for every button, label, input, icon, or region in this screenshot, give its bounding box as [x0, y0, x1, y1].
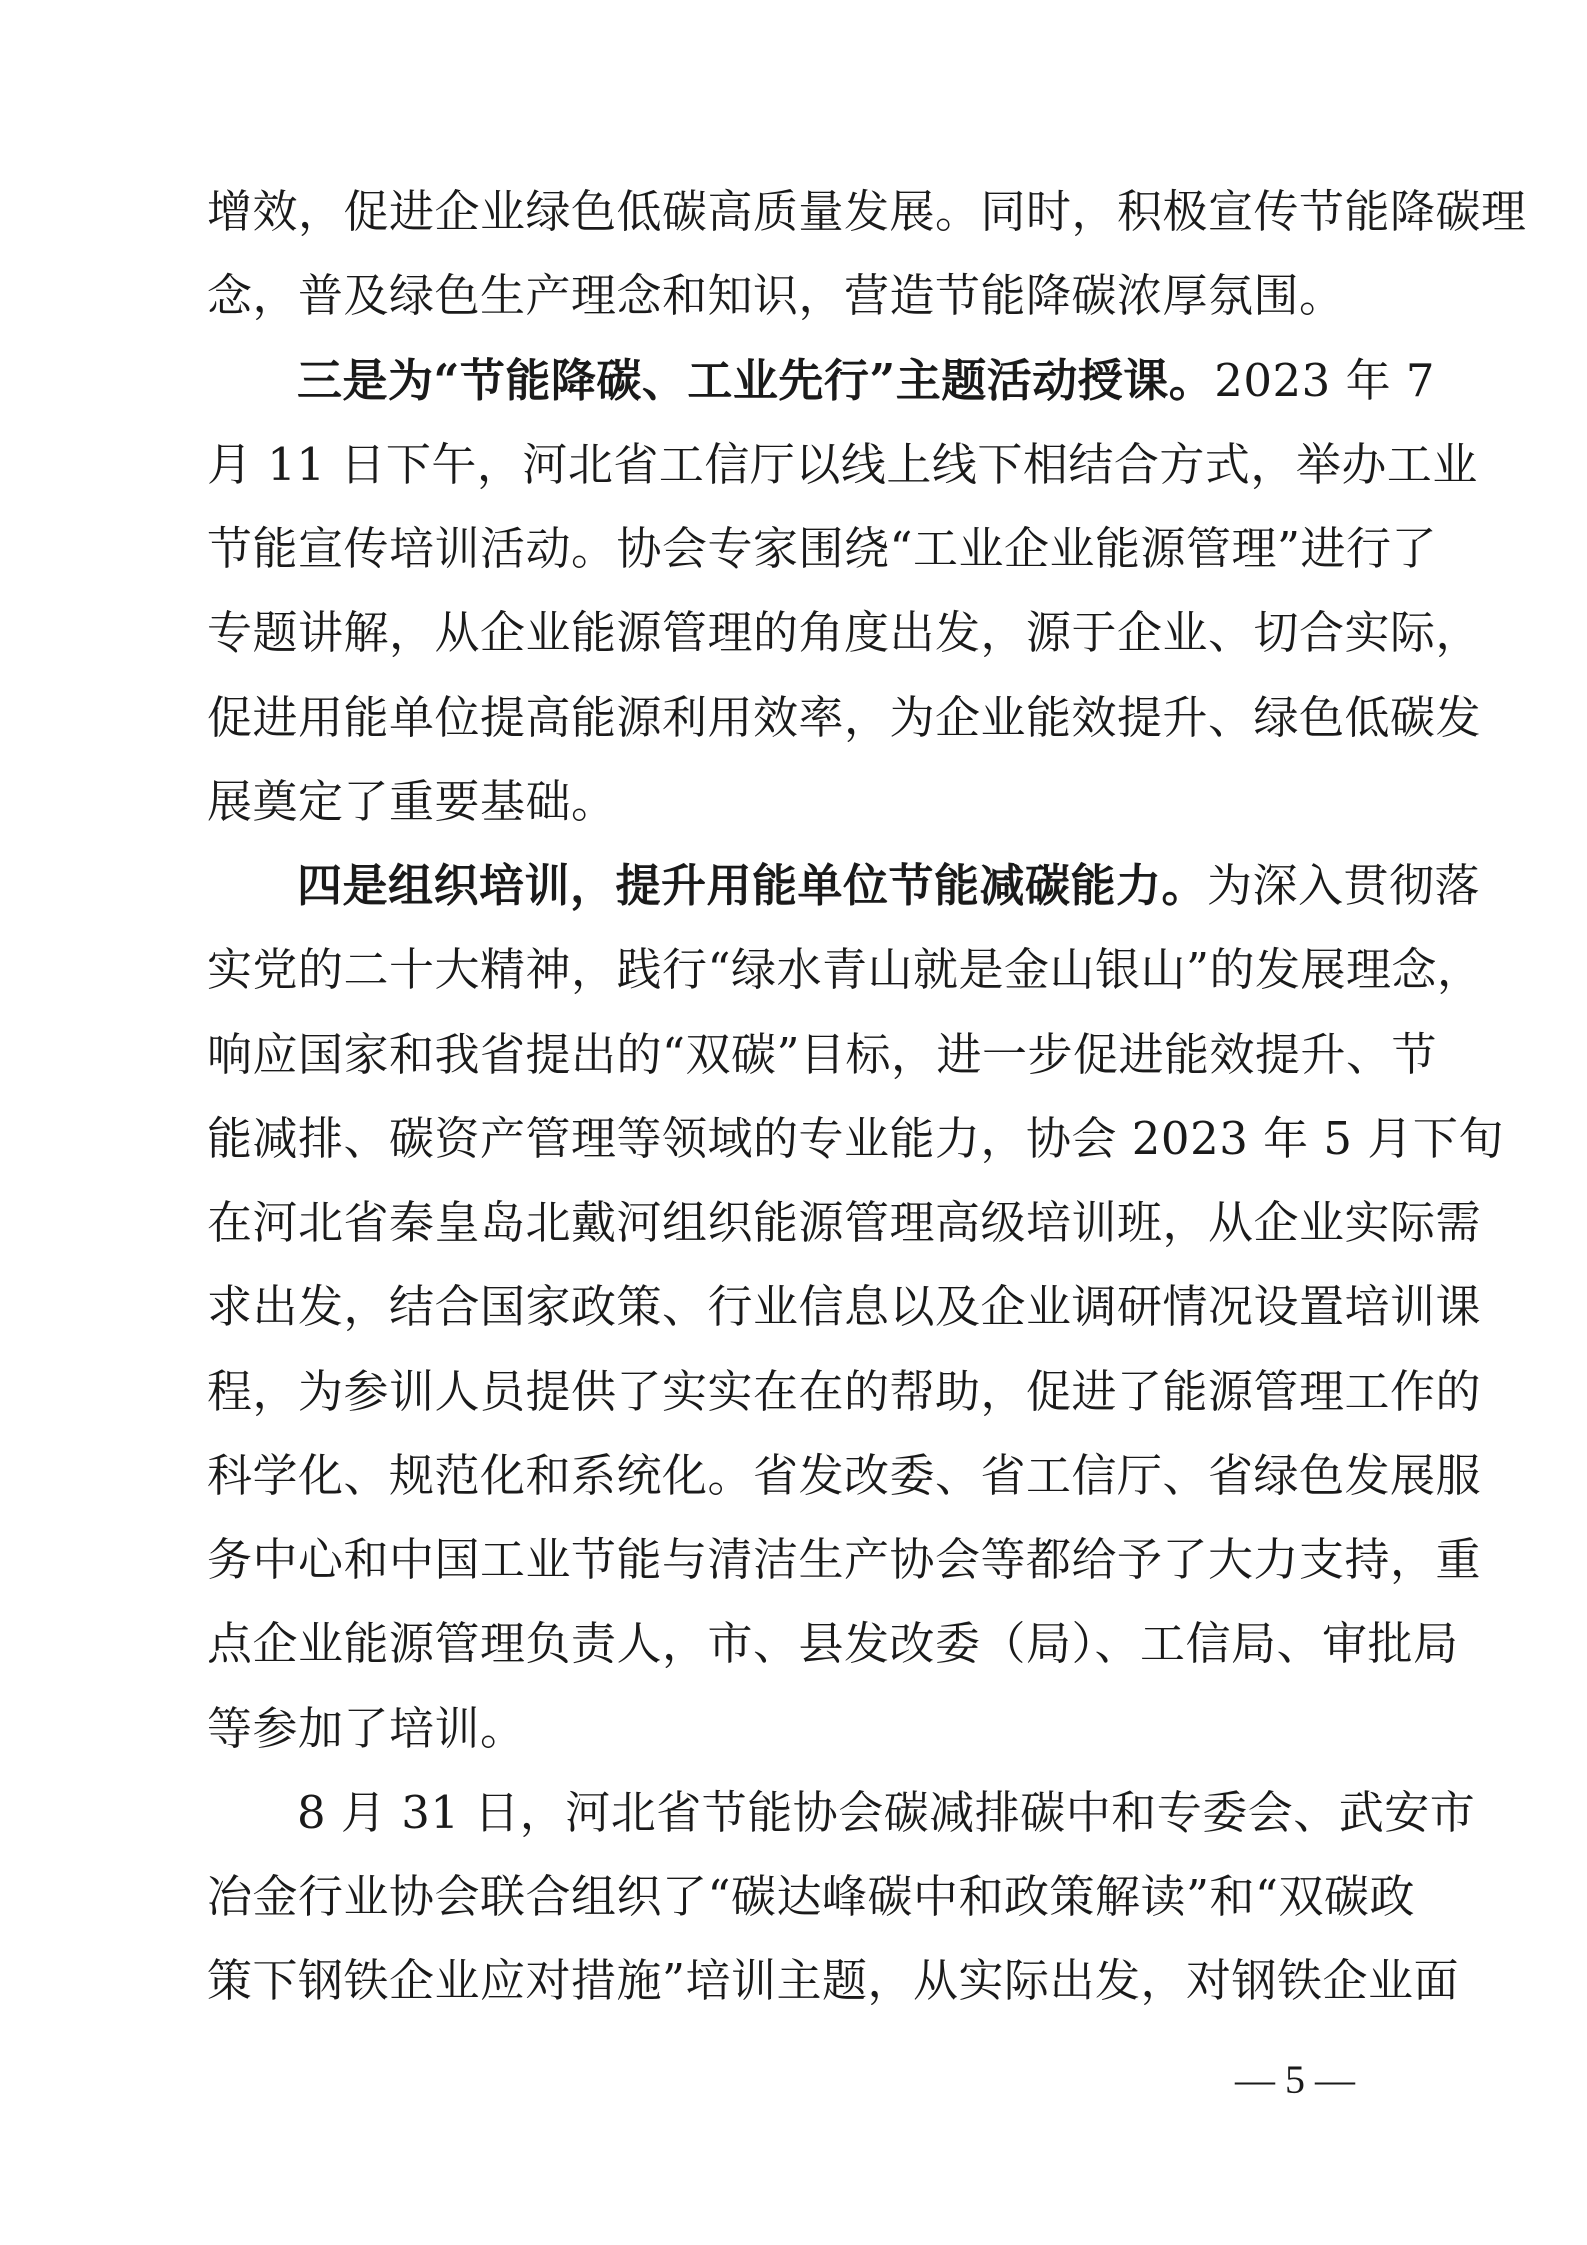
paragraph-3-first-rest: 为深入贯彻落: [1207, 859, 1481, 912]
paragraph-3-line-10: 点企业能源管理负责人，市、县发改委（局）、工信局、审批局: [207, 1617, 1459, 1670]
paragraph-3-line-3: 响应国家和我省提出的“双碳”目标，进一步促进能效提升、节: [207, 1028, 1438, 1081]
paragraph-2-line-5: 促进用能单位提高能源利用效率，为企业能效提升、绿色低碳发: [207, 691, 1482, 744]
paragraph-2-lead: 三是为“节能降碳、工业先行”主题活动授课。: [297, 354, 1215, 407]
paragraph-3-line-5: 在河北省秦皇岛北戴河组织能源管理高级培训班，从企业实际需: [207, 1196, 1482, 1249]
paragraph-2-line-1: [297, 341, 1436, 421]
paragraph-3-line-6: 求出发，结合国家政策、行业信息以及企业调研情况设置培训课: [207, 1280, 1482, 1333]
paragraph-2-line-2: 月 11 日下午，河北省工信厅以线上线下相结合方式，举办工业: [207, 438, 1478, 491]
paragraph-3-lead: 四是组织培训，提升用能单位节能减碳能力。: [297, 859, 1208, 912]
paragraph-2-line-3: 节能宣传培训活动。协会专家围绕“工业企业能源管理”进行了: [207, 522, 1438, 575]
paragraph-1-line-1: 增效，促进企业绿色低碳高质量发展。同时，积极宣传节能降碳理: [207, 185, 1527, 238]
paragraph-1-line-2: 念，普及绿色生产理念和知识，营造节能降碳浓厚氛围。: [207, 269, 1345, 322]
paragraph-3-line-9: 务中心和中国工业节能与清洁生产协会等都给予了大力支持，重: [207, 1533, 1482, 1586]
paragraph-3-line-8: 科学化、规范化和系统化。省发改委、省工信厅、省绿色发展服: [207, 1449, 1482, 1502]
paragraph-3-line-4: 能减排、碳资产管理等领域的专业能力，协会 2023 年 5 月下旬: [207, 1112, 1504, 1165]
paragraph-2-line-6: 展奠定了重要基础。: [207, 775, 617, 828]
paragraph-4-line-2: 冶金行业协会联合组织了“碳达峰碳中和政策解读”和“双碳政: [207, 1870, 1416, 1923]
paragraph-2-line-4: 专题讲解，从企业能源管理的角度出发，源于企业、切合实际，: [207, 606, 1482, 659]
paragraph-3-line-1: [297, 846, 1481, 926]
paragraph-4-line-1: 8 月 31 日，河北省节能协会碳减排碳中和专委会、武安市: [297, 1786, 1476, 1839]
paragraph-3-line-11: 等参加了培训。: [207, 1702, 526, 1755]
paragraph-2-first-rest: 2023 年 7: [1214, 354, 1436, 407]
paragraph-4-line-3: 策下钢铁企业应对措施”培训主题，从实际出发，对钢铁企业面: [207, 1954, 1460, 2007]
page-number: — 5 —: [1235, 2057, 1355, 2102]
paragraph-3-line-2: 实党的二十大精神，践行“绿水青山就是金山银山”的发展理念，: [207, 943, 1483, 996]
paragraph-3-line-7: 程，为参训人员提供了实实在在的帮助，促进了能源管理工作的: [207, 1365, 1482, 1418]
